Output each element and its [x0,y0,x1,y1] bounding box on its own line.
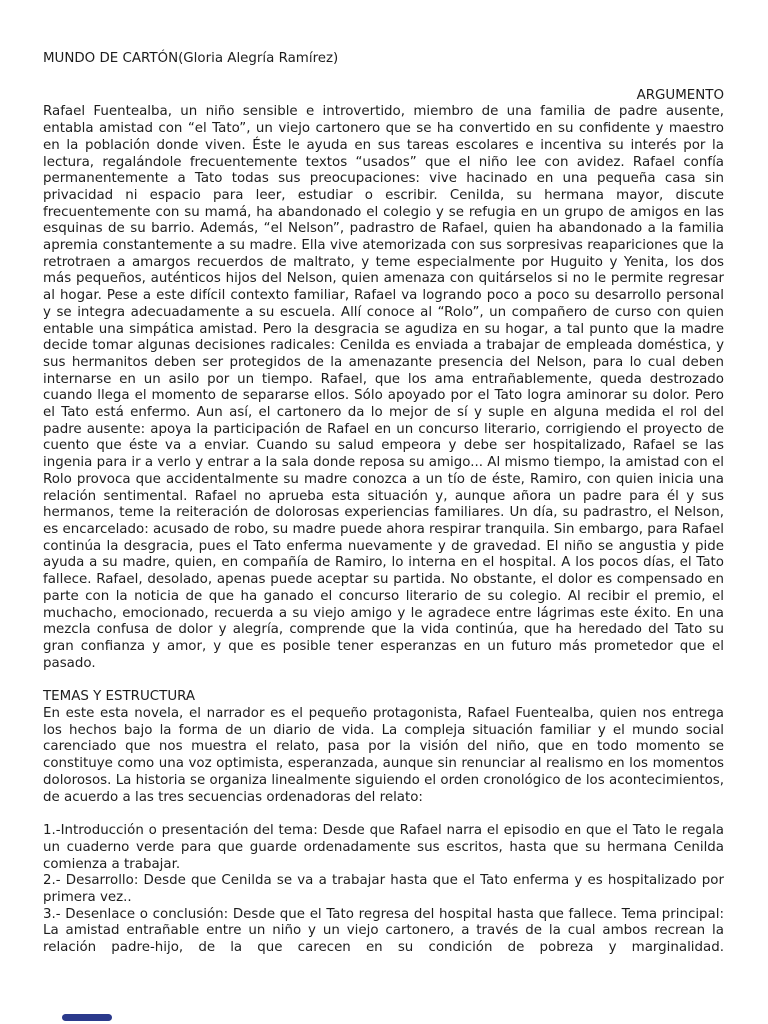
document-title: MUNDO DE CARTÓN(Gloria Alegría Ramírez) [43,51,339,66]
temas-paragraph: En este esta novela, el narrador es el pequeño protagonista, Rafael Fuentealba, quien nos entrega los hechos bajo la forma de un diario de vida. La compleja situación familiar y el mundo social carenciado que nos muestra el relato, pasa por la visión del niño, que en todo momento se constituye como una voz optimista, esperanzada, aunque sin renunciar al realismo en los momentos dolorosos. La historia se organiza linealmente siguiendo el orden cronológico de los acontecimientos, de acuerdo a las tres secuencias ordenadoras del relato: [43,706,724,805]
estructura-list [43,823,724,957]
argumento-paragraph: Rafael Fuentealba, un niño sensible e introvertido, miembro de una familia de padre ausente, entabla amistad con “el Tato”, un viejo cartonero que se ha convertido en su confidente y maestro en la población donde viven. Éste le ayuda en sus tareas escolares e incentiva su interés por la lectura, regalándole frecuentemente textos “usados” que el niño lee con avidez. Rafael confía permanentemente a Tato todas sus preocupaciones: vive hacinado en una pequeña casa sin privacidad ni espacio para leer, estudiar o escribir. Cenilda, su hermana mayor, discute frecuentemente con su mamá, ha abandonado el colegio y se refugia en un grupo de amigos en las esquinas de su barrio. Además, “el Nelson”, padrastro de Rafael, quien ha abandonado a la familia apremia constantemente a su madre. Ella vive atemorizada con sus sorpresivas reapariciones que la retrotraen a amargos recuerdos de maltrato, y teme especialmente por Huguito y Yenita, los dos más pequeños, auténticos hijos del Nelson, quien amenaza con quitárselos si no le permite regresar al hogar. Pese a este difícil contexto familiar, Rafael va logrando poco a poco su desarrollo personal y se integra adecuadamente a su escuela. Allí conoce al “Rolo”, un compañero de curso con quien entable una simpática amistad. Pero la desgracia se agudiza en su hogar, a tal punto que la madre decide tomar algunas decisiones radicales: Cenilda es enviada a trabajar de empleada doméstica, y sus hermanitos deben ser protegidos de la amenazante presencia del Nelson, para lo cual deben internarse en un asilo por un tiempo. Rafael, que los ama entrañablemente, queda destrozado cuando llega el momento de separarse ellos. Sólo apoyado por el Tato logra aminorar su dolor. Pero el Tato está enfermo. Aun así, el cartonero da lo mejor de sí y suple en alguna medida el rol del padre ausente: apoya la participación de Rafael en un concurso literario, corrigiendo el proyecto de cuento que éste va a enviar. Cuando su salud empeora y debe ser hospitalizado, Rafael se las ingenia para ir a verlo y entrar a la sala donde reposa su amigo... Al mismo tiempo, la amistad con el Rolo provoca que accidentalmente su madre conozca a un tío de éste, Ramiro, con quien inicia una relación sentimental. Rafael no aprueba esta situación y, aunque añora un padre para él y sus hermanos, teme la reiteración de dolorosas experiencias familiares. Un día, su padrastro, el Nelson, es encarcelado: acusado de robo, su madre puede ahora respirar tranquila. Sin embargo, para Rafael continúa la desgracia, pues el Tato enferma nuevamente y de gravedad. El niño se angustia y pide ayuda a su madre, quien, en compañía de Ramiro, lo interna en el hospital. A los pocos días, el Tato fallece. Rafael, desolado, apenas puede aceptar su partida. No obstante, el dolor es compensado en parte con la noticia de que ha ganado el concurso literario de su colegio. Al recibir el premio, el muchacho, emocionado, recuerda a su viejo amigo y le agradece entre lágrimas este éxito. En una mezcla confusa de dolor y alegría, comprende que la vida continúa, que ha heredado del Tato su gran confianza y amor, y que es posible tener esperanzas en un futuro más prometedor que el pasado. [43,104,724,671]
list-item-desarrollo: 2.- Desarrollo: Desde que Cenilda se va a trabajar hasta que el Tato enferma y es hospitalizado por primera vez.. [43,873,724,906]
list-item-desenlace: 3.- Desenlace o conclusión: Desde que el Tato regresa del hospital hasta que fallece. Tema principal: La amistad entrañable entre un niño y un viejo cartonero, a través de la cual ambos recrean la relación padre-hijo, de la que carecen en su condición de pobreza y marginalidad. [43,906,724,956]
horizontal-scrollbar-thumb[interactable] [62,1014,112,1021]
section-heading-argumento: ARGUMENTO [636,87,724,103]
section-heading-temas-y-estructura: TEMAS Y ESTRUCTURA [43,689,196,705]
list-item-introduccion: 1.-Introducción o presentación del tema: Desde que Rafael narra el episodio en que el Tato le regala un cuaderno verde para que guarde ordenadamente sus escritos, hasta que su hermana Cenilda comienza a trabajar. [43,823,724,872]
